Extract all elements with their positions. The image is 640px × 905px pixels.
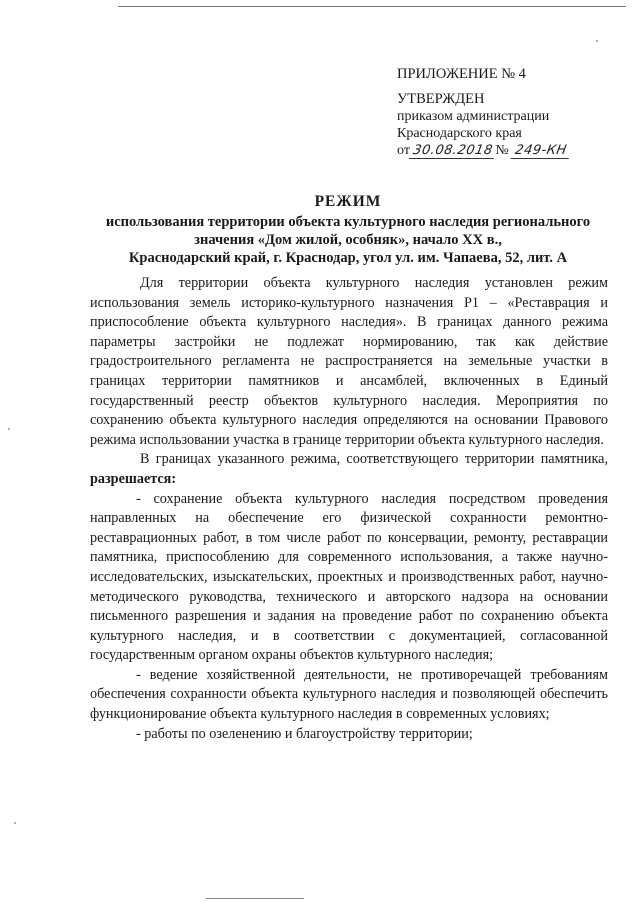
order-date-handwritten: 30.08.2018 <box>409 144 497 159</box>
paragraph-2 <box>90 450 608 489</box>
document-title <box>88 193 608 267</box>
title-line-2: значения «Дом жилой, особняк», начало XX в., <box>194 232 502 248</box>
order-from-label: от <box>397 143 410 158</box>
paragraph-1: Для территории объекта культурного наследия установлен режим использования земель историко-культурного назначения Р1 – «Реставрация и приспособление объекта культурного наследия». В границах данного режима параметры застройки не подлежат нормированию, так как действие градостроительного регламента не распространяется на земельные участки в границах территории памятников и ансамблей, включенных в Единый государственный реестр объектов культурного наследия. Мероприятия по сохранению объекта культурного наследия определяются на основании Правового режима использовании участка в границе территории объекта культурного наследия. <box>90 275 608 448</box>
title-heading: РЕЖИМ <box>314 193 382 210</box>
scan-speck <box>14 822 16 824</box>
paragraph-2-text: В границах указанного режима, соответствующего территории памятника, <box>140 451 608 468</box>
order-number-handwritten: 249-КН <box>511 144 571 159</box>
title-line-1: использования территории объекта культурного наследия регионального <box>105 214 591 230</box>
paragraph-3: - сохранение объекта культурного наследия посредством проведения направленных на обеспечение его физической сохранности ремонтно-реставрационных работ, в том числе работ по консервации, ремонту, реставрации памятника, приспособлению для современного использования, а также научно-исследовательских, изыскательских, проектных и производственных работ, научно-методического руководства, технического и авторского надзора на основании письменного разрешения и задания на проведение работ по сохранению объекта культурного наследия, и в соответствии с документацией, согласованной государственным органом охраны объектов культурного наследия; <box>90 490 608 664</box>
approval-stamp-block <box>397 66 632 159</box>
annex-number: ПРИЛОЖЕНИЕ № 4 <box>397 66 526 82</box>
scan-edge-line <box>118 6 626 7</box>
title-line-3: Краснодарский край, г. Краснодар, угол ул. им. Чапаева, 52, лит. А <box>128 250 568 266</box>
scan-bottom-mark <box>206 898 304 899</box>
order-number-label: № <box>495 143 509 158</box>
paragraph-2-bold: разрешается: <box>90 470 177 487</box>
paragraph-5: - работы по озеленению и благоустройству территории; <box>136 725 473 742</box>
approval-line-1: приказом администрации <box>397 109 550 124</box>
approval-line-2: Краснодарского края <box>397 126 522 141</box>
approved-heading: УТВЕРЖДЕН <box>397 91 485 107</box>
paragraph-4: - ведение хозяйственной деятельности, не противоречащей требованиям обеспечения сохранности объекта культурного наследия и позволяющей обеспечить функционирование объекта культурного наследия в современных условиях; <box>90 666 608 723</box>
order-reference <box>397 142 632 159</box>
scan-speck <box>8 428 10 430</box>
scan-speck <box>596 40 598 42</box>
document-body <box>90 274 608 744</box>
